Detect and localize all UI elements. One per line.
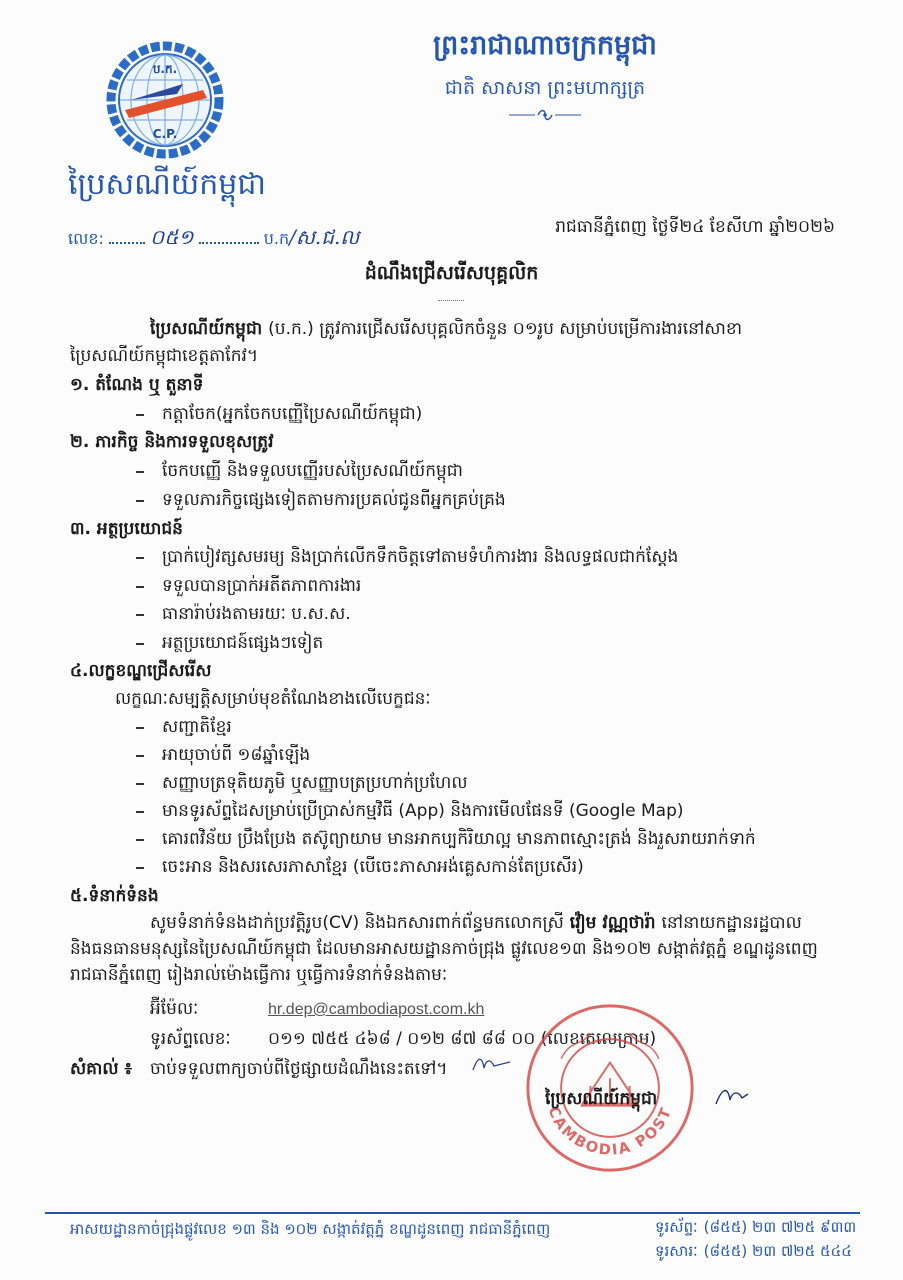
list-item: អត្ថប្រយោជន៍ផ្សេងៗទៀត <box>162 633 324 653</box>
requirements-lead: លក្ខណៈសម្បត្តិសម្រាប់មុខតំណែងខាងលើបេក្ខជនៈ <box>115 689 431 709</box>
footer-fax-label: ទូរសារៈ <box>655 1242 698 1260</box>
footer-fax-value: (៨៥៥) ២៣ ៧២៥ ៥៤៤ <box>703 1242 852 1260</box>
signature-organization: ប្រៃសណីយ៍កម្ពុជា <box>545 1089 658 1109</box>
bullet-dash-icon <box>136 500 144 502</box>
intro-line-1 <box>150 316 840 342</box>
cambodia-post-logo <box>105 40 225 160</box>
section-heading-position: ១. តំណែង ឬ តួនាទី <box>70 375 204 395</box>
footer-phone <box>655 1214 860 1240</box>
footer-phone-label: ទូរស័ព្ទៈ <box>655 1218 698 1236</box>
reference-label: លេខ: <box>68 229 104 248</box>
reference-number: ០៥១ <box>150 225 194 249</box>
bullet-dash-icon <box>136 783 144 785</box>
national-motto: ជាតិ សាសនា ព្រះមហាក្សត្រ <box>444 77 646 99</box>
phone-label: ទូរស័ព្ទលេខៈ <box>150 1029 231 1049</box>
email-label: អ៊ីម៉ែលៈ <box>150 999 199 1019</box>
organization-name: ប្រៃសណីយ៍កម្ពុជា <box>68 167 266 202</box>
signature-mark-icon <box>712 1082 752 1112</box>
logo-bottom-text: C.P. <box>152 127 178 141</box>
title-divider <box>438 300 464 301</box>
list-item: អាយុចាប់ពី ១៨ឆ្នាំឡើង <box>162 745 311 765</box>
intro-text: (ប.ក.) ត្រូវការជ្រើសរើសបុគ្គលិកចំនួន ០១រូប សម្រាប់បម្រើការងារនៅសាខា <box>268 319 743 339</box>
list-item: សញ្ញាបត្រទុតិយភូមិ ឬសញ្ញាបត្រប្រហាក់ប្រហែល <box>162 773 468 793</box>
intro-line-2: ប្រៃសណីយ៍កម្ពុជាខេត្តតាកែវ។ <box>70 346 259 366</box>
list-item: គោរពវិន័យ ប្រឹងប្រែង តស៊ូព្យាយាម មានអាកប្បកិរិយាល្អ មានភាពស្មោះត្រង់ និងរួសរាយរាក់ទាក់ <box>162 829 756 849</box>
note-label: សំគាល់ ៖ <box>70 1059 132 1079</box>
ornament-divider-icon <box>505 108 585 122</box>
bullet-dash-icon <box>136 557 144 559</box>
bullet-dash-icon <box>136 586 144 588</box>
initial-mark-icon <box>470 1052 516 1076</box>
contact-line-3: រាជធានីភ្នំពេញ រៀងរាល់ម៉ោងធ្វើការ ឬធ្វើការទំនាក់ទំនងតាមៈ <box>70 965 448 985</box>
list-item: ធានារ៉ាប់រងតាមរយៈ ប.ស.ស. <box>162 604 351 624</box>
contact-line-2: និងធនធានមនុស្សនៃប្រៃសណីយ៍កម្ពុជា ដែលមានអាសយដ្ឋានកាច់ជ្រុង ផ្លូវលេខ១៣ និង១០២ សង្កាត់វត្តភ្នំ ខណ្ឌដូនពេញ <box>70 939 818 959</box>
list-item: ប្រាក់បៀវត្សសមរម្យ និងប្រាក់លើកទឹកចិត្តទៅតាមទំហំការងារ និងលទ្ធផលជាក់ស្តែង <box>162 547 679 567</box>
list-item: ចែកបញ្ញើ និងទទួលបញ្ញើរបស់ប្រៃសណីយ៍កម្ពុជា <box>162 461 463 481</box>
bullet-dash-icon <box>136 643 144 645</box>
bullet-dash-icon <box>136 614 144 616</box>
list-item: ទទួលភារកិច្ចផ្សេងទៀតតាមការប្រគល់ជូនពីអ្នកគ្រប់គ្រង <box>162 490 506 510</box>
date-line: រាជធានីភ្នំពេញ ថ្ងៃទី២៤ ខែសីហា ឆ្នាំ២០២៦ <box>555 217 835 237</box>
section-heading-benefits: ៣. អត្ថប្រយោជន៍ <box>70 519 183 539</box>
bullet-dash-icon <box>136 414 144 416</box>
bullet-dash-icon <box>136 755 144 757</box>
document-title: ដំណឹងជ្រើសរើសបុគ្គលិក <box>364 262 539 284</box>
section-heading-contact: ៥.ទំនាក់ទំនង <box>70 886 159 906</box>
stamp-text: CAMBODIA POST <box>544 1104 676 1159</box>
bullet-dash-icon <box>136 867 144 869</box>
section-heading-requirements: ៤.លក្ខខណ្ឌជ្រើសរើស <box>70 661 212 681</box>
contact-text: សូមទំនាក់ទំនងដាក់ប្រវត្តិរូប(CV) និងឯកសារពាក់ព័ន្ធមកលោកស្រី <box>150 913 564 933</box>
logo-top-text: ប.ក. <box>152 62 178 76</box>
footer-phone-value: (៨៥៥) ២៣ ៧២៥ ៩៣៣ <box>703 1218 857 1236</box>
contact-line-1 <box>150 910 840 936</box>
note-text: ចាប់ទទួលពាក្យចាប់ពីថ្ងៃផ្សាយដំណឹងនេះតទៅ។ <box>150 1059 448 1079</box>
reference-suffix: ប.ក <box>263 229 290 248</box>
bullet-dash-icon <box>136 471 144 473</box>
footer-address: អាសយដ្ឋានកាច់ជ្រុងផ្លូវលេខ ១៣ និង ១០២ សង្កាត់វត្តភ្នំ ខណ្ឌដូនពេញ រាជធានីភ្នំពេញ <box>70 1220 551 1238</box>
list-item: កត្តាចែក(អ្នកចែកបញ្ញើប្រៃសណីយ៍កម្ពុជា) <box>162 404 423 424</box>
reference-number-line <box>68 222 368 254</box>
list-item: សញ្ជាតិខ្មែរ <box>162 717 232 737</box>
dotted-spacer <box>199 232 259 244</box>
dotted-spacer <box>109 232 145 244</box>
contact-person-name: វ៉ៀម វណ្ណថារ៉ា <box>569 913 656 933</box>
phone-value: ០១១ ៧៥៥ ៤៦៨ / ០១២ ៨៧ ៨៨ ០០ (លេខតេលេក្រាម) <box>268 1029 657 1049</box>
section-heading-duties: ២. ភារកិច្ច និងការទទួលខុសត្រូវ <box>70 432 274 452</box>
intro-org-name: ប្រៃសណីយ៍កម្ពុជា <box>150 319 263 339</box>
bullet-dash-icon <box>136 727 144 729</box>
list-item: ចេះអាន និងសរសេរភាសាខ្មែរ (បើចេះភាសាអង់គ្លេសកាន់តែប្រសើរ) <box>162 857 584 877</box>
reference-suffix-handwritten: /ស.ជ.ល <box>289 225 360 249</box>
list-item: មានទូរស័ព្ទដៃសម្រាប់ប្រើប្រាស់កម្មវិធី (App) និងការមើលផែនទី (Google Map) <box>162 801 684 821</box>
svg-text:CAMBODIA POST <box>544 1104 675 1159</box>
bullet-dash-icon <box>136 839 144 841</box>
bullet-dash-icon <box>136 811 144 813</box>
email-link[interactable]: hr.dep@cambodiapost.com.kh <box>268 1001 485 1018</box>
list-item: ទទួលបានប្រាក់អតីតភាពការងារ <box>162 576 362 596</box>
kingdom-title: ព្រះរាជាណាចក្រកម្ពុជា <box>433 30 657 61</box>
footer-fax <box>655 1238 860 1264</box>
contact-text: នៅនាយកដ្ឋានរដ្ឋបាល <box>661 913 802 933</box>
